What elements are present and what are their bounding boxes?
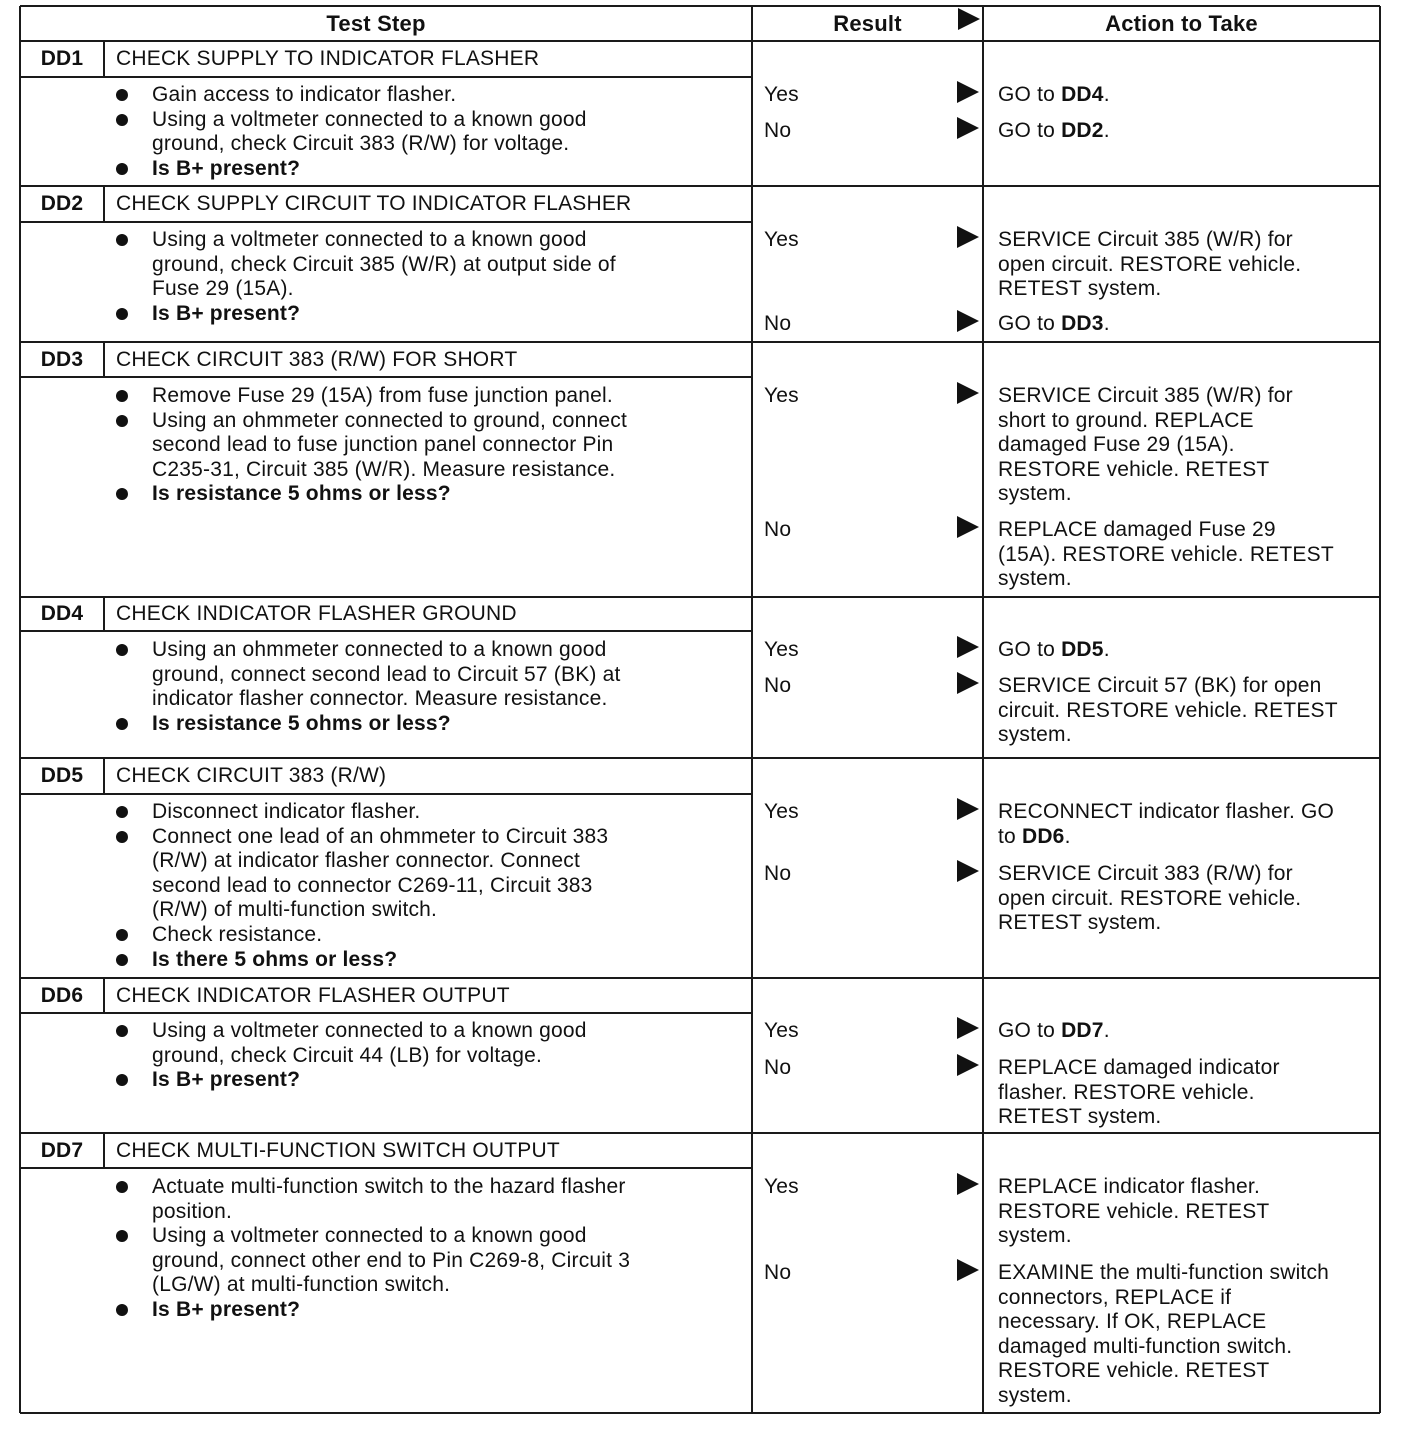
bullet-icon	[116, 1230, 128, 1242]
action-text	[998, 1175, 1260, 1199]
action-fragment: GO to	[998, 119, 1062, 142]
result-arrow-icon	[957, 1017, 979, 1039]
bullet-icon	[116, 831, 128, 843]
header-result: Result	[833, 11, 902, 36]
instruction-text: Using a voltmeter connected to a known good	[152, 228, 587, 251]
rule-line	[20, 630, 752, 632]
bullet-icon	[116, 390, 128, 402]
instruction-text: Check resistance.	[152, 923, 323, 946]
rule-line	[1379, 6, 1381, 1413]
instruction-text: Actuate multi-function switch to the hazard flasher	[152, 1175, 626, 1198]
question-text: Is B+ present?	[152, 156, 301, 180]
instruction-text: C235-31, Circuit 385 (W/R). Measure resistance.	[152, 457, 616, 481]
bullet-icon	[116, 1074, 128, 1086]
action-fragment: .	[1103, 638, 1110, 661]
result-arrow-icon	[957, 672, 979, 694]
result-no: No	[764, 312, 792, 335]
step-reference: DD6	[1021, 824, 1065, 848]
action-fragment: .	[1103, 83, 1110, 106]
action-fragment: .	[1103, 312, 1110, 335]
step-code: DD1	[40, 47, 84, 70]
instruction-text: indicator flasher connector. Measure resistance.	[152, 687, 608, 711]
instruction-text: (R/W) of multi-function switch.	[152, 898, 438, 922]
action-fragment: .	[1064, 824, 1071, 848]
instruction-text: Using an ohmmeter connected to a known good	[152, 638, 607, 661]
result-arrow-icon	[957, 860, 979, 882]
action-fragment: (15A). RESTORE vehicle. RETEST	[998, 542, 1334, 566]
result-yes: Yes	[764, 83, 799, 106]
result-yes: Yes	[764, 1175, 799, 1198]
rule-line	[20, 1167, 752, 1169]
action-text	[998, 433, 1235, 457]
action-fragment: open circuit. RESTORE vehicle.	[998, 886, 1302, 910]
action-fragment: flasher. RESTORE vehicle.	[998, 1080, 1255, 1104]
instruction-text: second lead to fuse junction panel connector Pin	[152, 433, 614, 457]
rule-line	[20, 1132, 1380, 1134]
step-title: CHECK INDICATOR FLASHER OUTPUT	[116, 983, 510, 1007]
action-text	[998, 1081, 1255, 1105]
action-text	[998, 1261, 1329, 1285]
action-text	[998, 1105, 1161, 1129]
action-text	[998, 253, 1301, 277]
rule-line	[20, 757, 1380, 759]
instruction-text: Connect one lead of an ohmmeter to Circuit 383	[152, 824, 609, 848]
result-arrow-icon	[957, 310, 979, 332]
action-fragment: to	[998, 824, 1022, 848]
action-fragment: REPLACE indicator flasher.	[998, 1175, 1260, 1198]
action-fragment: GO to	[998, 638, 1062, 661]
action-text	[998, 862, 1293, 886]
question-text: Is resistance 5 ohms or less?	[152, 711, 451, 735]
action-fragment: SERVICE Circuit 57 (BK) for open	[998, 674, 1322, 697]
action-fragment: RETEST system.	[998, 277, 1162, 301]
action-text	[998, 800, 1334, 824]
rule-line	[20, 40, 1380, 42]
action-fragment: .	[1103, 119, 1110, 142]
action-text	[998, 638, 1110, 662]
action-fragment: system.	[998, 1224, 1072, 1248]
action-fragment: RECONNECT indicator flasher. GO	[998, 800, 1335, 823]
action-text	[998, 911, 1161, 935]
rule-line	[20, 221, 752, 223]
action-fragment: short to ground. REPLACE	[998, 408, 1254, 432]
action-text	[998, 1224, 1072, 1248]
result-yes: Yes	[764, 638, 799, 661]
action-fragment: RETEST system.	[998, 1105, 1162, 1129]
action-fragment: system.	[998, 723, 1072, 747]
bullet-icon	[116, 1304, 128, 1316]
instruction-text: Using a voltmeter connected to a known good	[152, 107, 587, 131]
step-title: CHECK CIRCUIT 383 (R/W)	[116, 764, 387, 787]
action-fragment: circuit. RESTORE vehicle. RETEST	[998, 698, 1338, 722]
result-no: No	[764, 674, 792, 697]
action-text	[998, 1286, 1231, 1310]
step-title: CHECK SUPPLY TO INDICATOR FLASHER	[116, 47, 540, 70]
instruction-text: Gain access to indicator flasher.	[152, 83, 457, 106]
action-fragment: RESTORE vehicle. RETEST	[998, 457, 1270, 481]
action-text	[998, 887, 1301, 911]
action-fragment: damaged Fuse 29 (15A).	[998, 433, 1235, 457]
question-text: Is B+ present?	[152, 1068, 301, 1092]
action-text	[998, 567, 1072, 591]
bullet-icon	[116, 1181, 128, 1193]
action-fragment: open circuit. RESTORE vehicle.	[998, 252, 1302, 276]
result-no: No	[764, 518, 792, 541]
bullet-icon	[116, 1025, 128, 1037]
step-code: DD4	[40, 602, 84, 625]
action-text	[998, 1335, 1292, 1359]
question-text: Is resistance 5 ohms or less?	[152, 482, 451, 506]
step-reference: DD5	[1061, 638, 1104, 661]
instruction-text: Fuse 29 (15A).	[152, 277, 294, 301]
rule-line	[20, 977, 1380, 979]
bullet-icon	[116, 89, 128, 101]
step-title: CHECK INDICATOR FLASHER GROUND	[116, 602, 517, 625]
instruction-text: Using a voltmeter connected to a known good	[152, 1019, 587, 1042]
result-arrow-icon	[957, 117, 979, 139]
result-no: No	[764, 119, 792, 142]
step-code: DD2	[40, 192, 84, 215]
action-text	[998, 458, 1269, 482]
action-fragment: system.	[998, 1384, 1072, 1407]
instruction-text: (R/W) at indicator flasher connector. Connect	[152, 849, 581, 873]
step-reference: DD4	[1061, 83, 1104, 106]
step-code: DD7	[40, 1138, 84, 1162]
result-arrow-icon	[957, 636, 979, 658]
header-arrow-icon	[958, 8, 980, 30]
action-text	[998, 482, 1072, 506]
action-text	[998, 228, 1293, 252]
step-code: DD5	[40, 764, 84, 787]
result-arrow-icon	[957, 1259, 979, 1281]
rule-line	[20, 376, 752, 378]
rule-line	[20, 793, 752, 795]
action-fragment: system.	[998, 567, 1072, 591]
rule-line	[20, 596, 1380, 598]
action-text	[998, 384, 1293, 408]
result-arrow-icon	[957, 226, 979, 248]
result-no: No	[764, 862, 792, 885]
action-text	[998, 312, 1110, 336]
rule-line	[20, 341, 1380, 343]
rule-line	[19, 6, 21, 1413]
bullet-icon	[116, 114, 128, 126]
bullet-icon	[116, 163, 128, 175]
instruction-text: second lead to connector C269-11, Circuit 383	[152, 873, 593, 897]
action-fragment: GO to	[998, 1019, 1062, 1042]
instruction-text: ground, check Circuit 383 (R/W) for voltage.	[152, 132, 570, 156]
action-text	[998, 1359, 1269, 1383]
step-code: DD6	[40, 983, 84, 1007]
instruction-text: ground, connect second lead to Circuit 57 (BK) at	[152, 662, 621, 686]
action-text	[998, 543, 1334, 567]
instruction-text: Using an ohmmeter connected to ground, connect	[152, 408, 627, 432]
step-reference: DD3	[1061, 312, 1104, 335]
result-arrow-icon	[957, 81, 979, 103]
instruction-text: ground, connect other end to Pin C269-8, Circuit 3	[152, 1248, 631, 1272]
action-text	[998, 1019, 1110, 1043]
action-text	[998, 83, 1110, 107]
question-text: Is B+ present?	[152, 1298, 301, 1321]
action-text	[998, 1310, 1266, 1334]
instruction-text: Remove Fuse 29 (15A) from fuse junction panel.	[152, 384, 613, 407]
bullet-icon	[116, 954, 128, 966]
result-yes: Yes	[764, 228, 799, 251]
step-reference: DD7	[1061, 1019, 1104, 1042]
action-fragment: SERVICE Circuit 385 (W/R) for	[998, 228, 1293, 251]
action-fragment: RETEST system.	[998, 911, 1162, 935]
result-arrow-icon	[957, 1173, 979, 1195]
action-text	[998, 674, 1321, 698]
rule-line	[20, 76, 752, 78]
question-text: Is B+ present?	[152, 301, 301, 325]
action-fragment: damaged multi-function switch.	[998, 1334, 1293, 1358]
action-text	[998, 119, 1110, 143]
header-test-step: Test Step	[326, 11, 426, 36]
result-arrow-icon	[957, 516, 979, 538]
bullet-icon	[116, 308, 128, 320]
action-fragment: RESTORE vehicle. RETEST	[998, 1199, 1270, 1223]
rule-line	[20, 5, 1380, 7]
action-text	[998, 1056, 1280, 1080]
step-code: DD3	[40, 347, 84, 371]
result-yes: Yes	[764, 800, 799, 823]
bullet-icon	[116, 929, 128, 941]
action-fragment: system.	[998, 482, 1072, 506]
action-fragment: SERVICE Circuit 385 (W/R) for	[998, 384, 1293, 407]
action-fragment: REPLACE damaged indicator	[998, 1056, 1280, 1079]
action-fragment: GO to	[998, 312, 1062, 335]
rule-line	[20, 185, 1380, 187]
question-text: Is there 5 ohms or less?	[152, 947, 398, 971]
action-fragment: REPLACE damaged Fuse 29	[998, 518, 1276, 541]
action-text	[998, 409, 1254, 433]
bullet-icon	[116, 488, 128, 500]
result-yes: Yes	[764, 1019, 799, 1042]
action-fragment: GO to	[998, 83, 1062, 106]
action-fragment: necessary. If OK, REPLACE	[998, 1310, 1267, 1334]
action-fragment: .	[1103, 1019, 1110, 1042]
action-fragment: RESTORE vehicle. RETEST	[998, 1359, 1270, 1383]
instruction-text: (LG/W) at multi-function switch.	[152, 1273, 451, 1297]
bullet-icon	[116, 415, 128, 427]
step-title: CHECK CIRCUIT 383 (R/W) FOR SHORT	[116, 347, 518, 371]
action-text	[998, 699, 1338, 723]
instruction-text: ground, check Circuit 385 (W/R) at output side of	[152, 252, 616, 276]
instruction-text: Using a voltmeter connected to a known good	[152, 1224, 587, 1248]
instruction-text: ground, check Circuit 44 (LB) for voltage.	[152, 1043, 543, 1067]
step-title: CHECK SUPPLY CIRCUIT TO INDICATOR FLASHER	[116, 192, 632, 215]
action-fragment: connectors, REPLACE if	[998, 1285, 1232, 1309]
bullet-icon	[116, 806, 128, 818]
result-arrow-icon	[957, 798, 979, 820]
action-text	[998, 518, 1276, 542]
rule-line	[20, 1412, 1380, 1414]
action-text	[998, 277, 1161, 301]
action-fragment: SERVICE Circuit 383 (R/W) for	[998, 862, 1293, 885]
bullet-icon	[116, 718, 128, 730]
result-arrow-icon	[957, 1054, 979, 1076]
bullet-icon	[116, 234, 128, 246]
step-reference: DD2	[1061, 119, 1104, 142]
result-arrow-icon	[957, 382, 979, 404]
header-action: Action to Take	[1105, 11, 1258, 36]
result-yes: Yes	[764, 384, 799, 407]
action-text	[998, 1200, 1269, 1224]
rule-line	[982, 6, 984, 1413]
result-no: No	[764, 1056, 792, 1079]
result-no: No	[764, 1261, 792, 1284]
step-title: CHECK MULTI-FUNCTION SWITCH OUTPUT	[116, 1138, 560, 1162]
action-fragment: EXAMINE the multi-function switch	[998, 1261, 1330, 1284]
rule-line	[20, 1012, 752, 1014]
action-text	[998, 825, 1071, 849]
action-text	[998, 723, 1072, 747]
rule-line	[751, 6, 753, 1413]
instruction-text: position.	[152, 1199, 233, 1223]
instruction-text: Disconnect indicator flasher.	[152, 800, 421, 823]
action-text	[998, 1384, 1072, 1408]
bullet-icon	[116, 644, 128, 656]
